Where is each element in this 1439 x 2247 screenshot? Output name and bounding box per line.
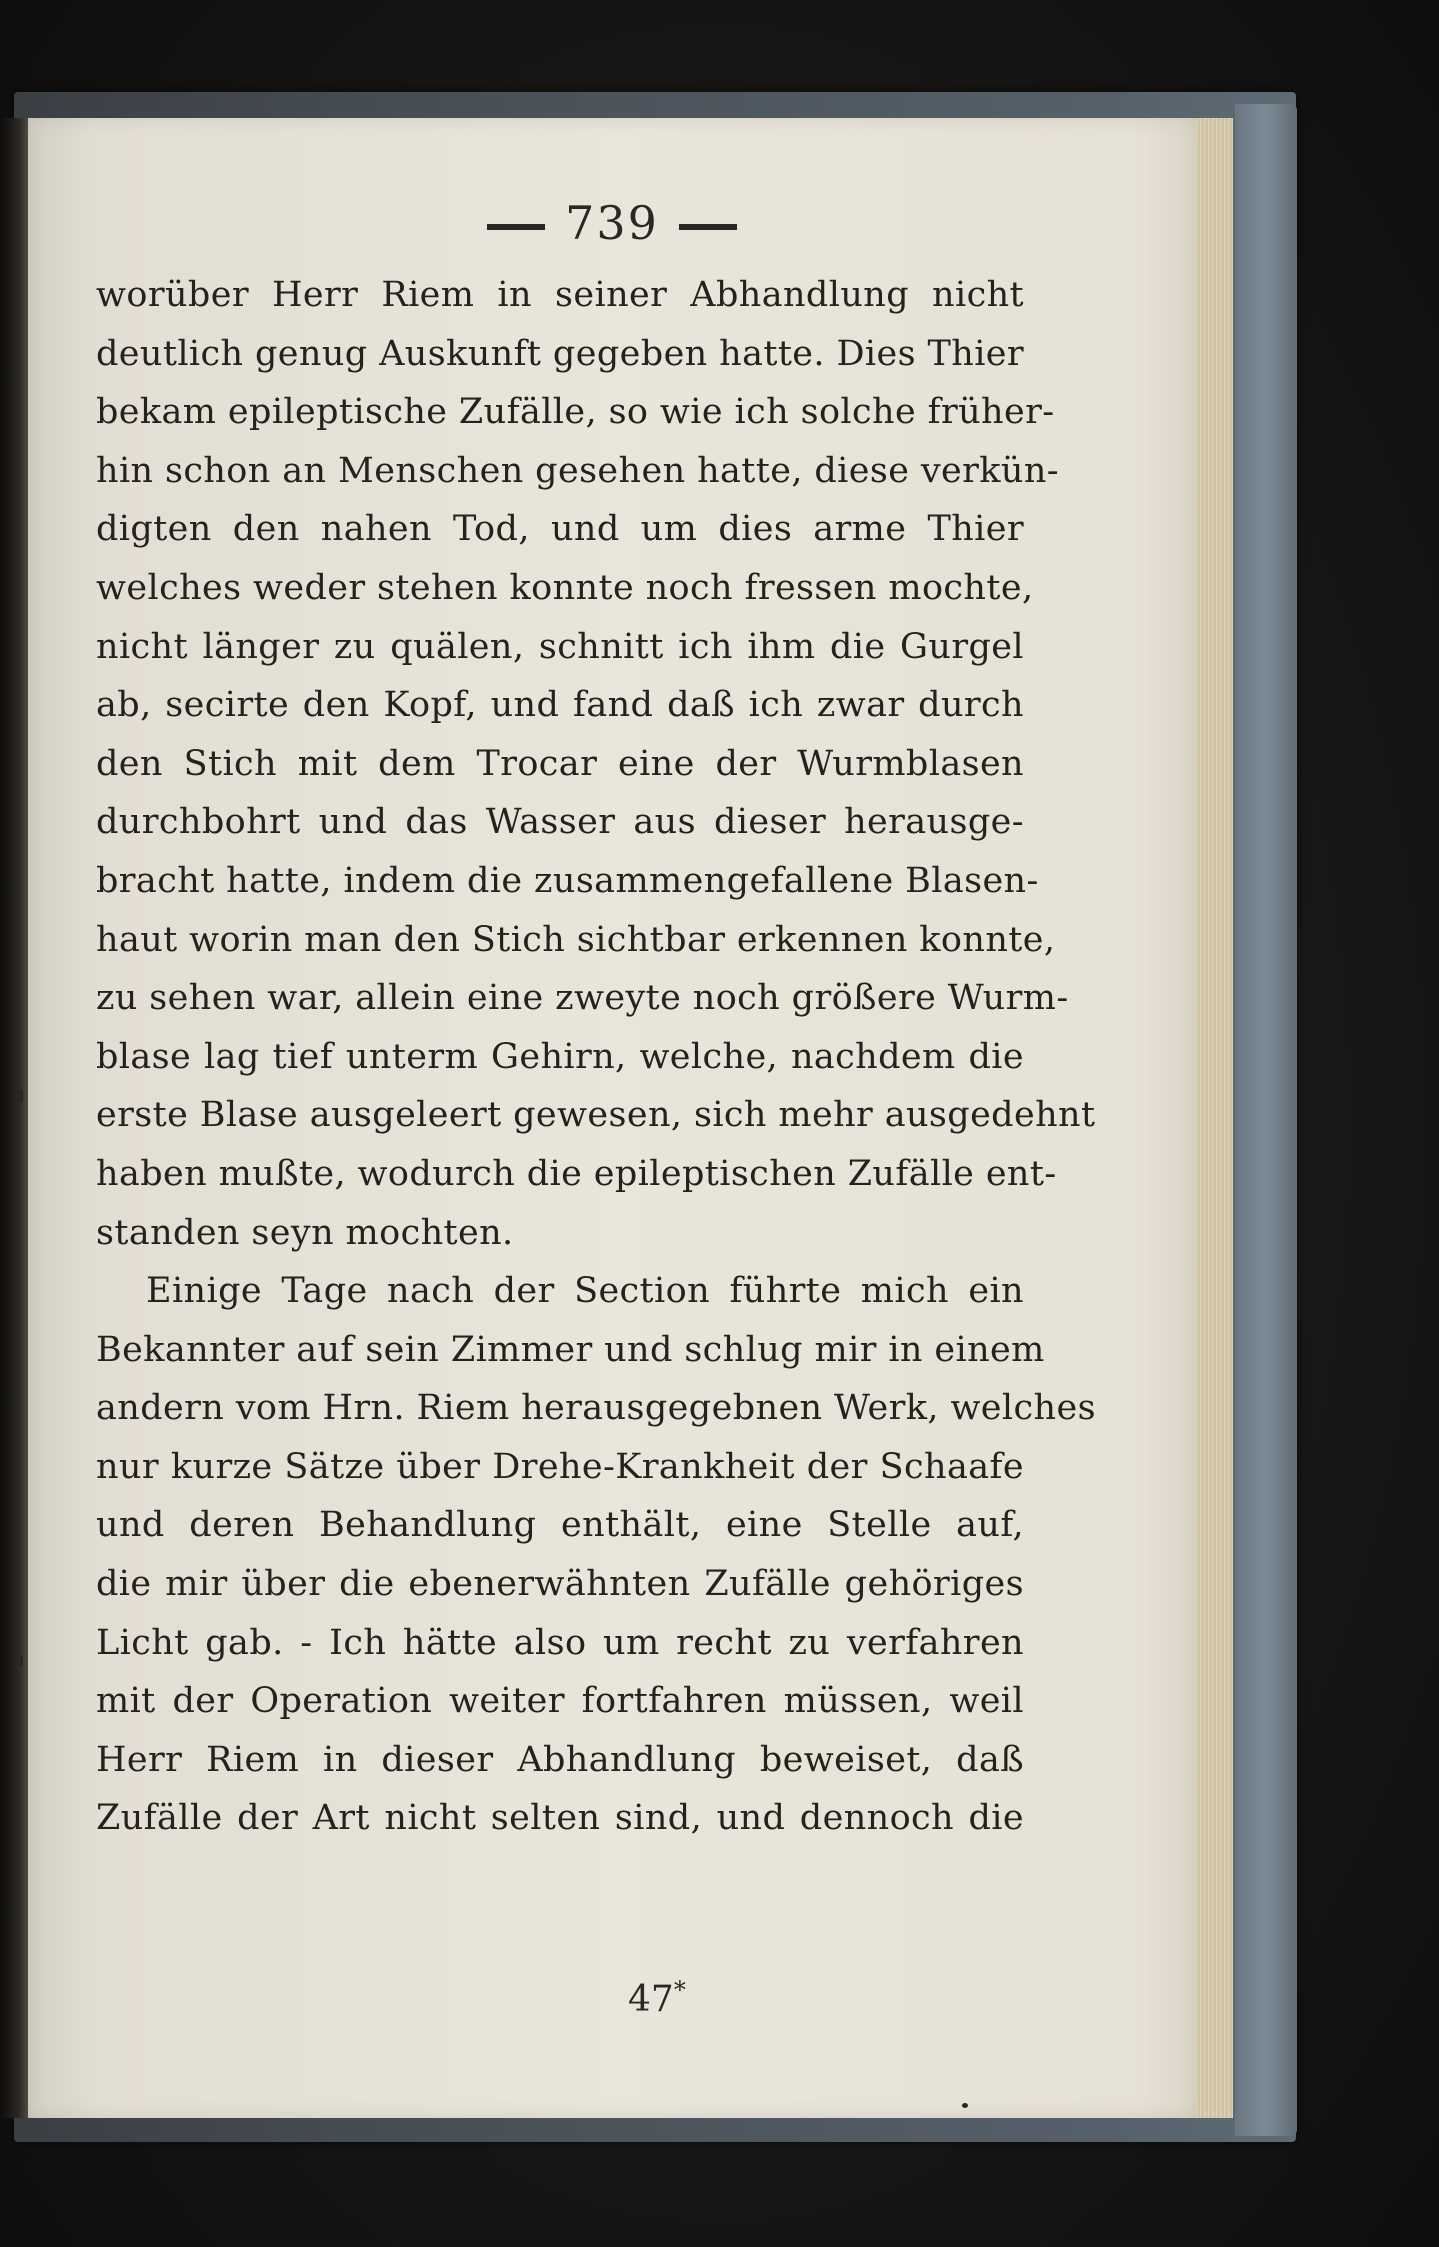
text-line: deutlich genug Auskunft gegeben hatte. Dies Thier (96, 333, 1025, 374)
paragraph-start-line: Einige Tage nach der Section führte mich ein (146, 1271, 1024, 1312)
text-line: blase lag tief unterm Gehirn, welche, nachdem die (96, 1036, 1024, 1077)
book-page (28, 118, 1196, 2118)
signature-mark (628, 1976, 686, 2020)
text-line: digten den nahen Tod, und um dies arme Thier (96, 509, 1024, 550)
text-line: erste Blase ausgeleert gewesen, sich mehr ausgedehnt (96, 1095, 1096, 1136)
text-line: Licht gab. - Ich hätte also um recht zu verfahren (96, 1622, 1024, 1663)
page-number: 739 (565, 196, 659, 250)
body-text (96, 266, 1096, 1848)
header-dash-right (679, 224, 737, 230)
signature-star: * (673, 1976, 686, 2004)
text-line: ab, secirte den Kopf, und fand daß ich zwar durch (96, 685, 1024, 726)
text-line: Bekannter auf sein Zimmer und schlug mir in einem (96, 1329, 1045, 1370)
text-line: haut worin man den Stich sichtbar erkennen konnte, (96, 919, 1056, 960)
scan-speck (962, 2103, 968, 2108)
text-line: andern vom Hrn. Riem herausgegebnen Werk, welches (96, 1388, 1096, 1429)
signature-number: 47 (628, 1979, 674, 2020)
header-dash-left (487, 224, 545, 230)
text-line: Herr Riem in dieser Abhandlung beweiset, daß (96, 1739, 1024, 1780)
text-line: bracht hatte, indem die zusammengefallene Blasen- (96, 860, 1039, 901)
scan-speck (18, 1090, 23, 1102)
scan-speck (18, 1655, 23, 1667)
text-line: Zufälle der Art nicht selten sind, und dennoch die (96, 1798, 1024, 1839)
page-header (28, 196, 1196, 250)
text-line: haben mußte, wodurch die epileptischen Zufälle ent- (96, 1153, 1057, 1194)
paragraph-end-line: standen seyn mochten. (96, 1212, 514, 1253)
text-line: die mir über die ebenerwähnten Zufälle gehöriges (96, 1564, 1024, 1605)
text-line: bekam epileptische Zufälle, so wie ich solche früher- (96, 392, 1055, 433)
text-line: hin schon an Menschen gesehen hatte, diese verkün- (96, 450, 1060, 491)
book-cover-edge (1235, 104, 1297, 2136)
text-line: nur kurze Sätze über Drehe-Krankheit der Schaafe (96, 1446, 1024, 1487)
text-line: zu sehen war, allein eine zweyte noch größere Wurm- (96, 978, 1069, 1019)
text-line: durchbohrt und das Wasser aus dieser herausge- (96, 802, 1024, 843)
book-binding-shadow (0, 118, 30, 2118)
text-line: und deren Behandlung enthält, eine Stelle auf, (96, 1505, 1024, 1546)
text-line: nicht länger zu quälen, schnitt ich ihm die Gurgel (96, 626, 1024, 667)
text-line: den Stich mit dem Trocar eine der Wurmblasen (96, 743, 1024, 784)
text-line: mit der Operation weiter fortfahren müssen, weil (96, 1681, 1024, 1722)
text-line: welches weder stehen konnte noch fressen mochte, (96, 567, 1034, 608)
page-edge-stack (1192, 118, 1233, 2118)
text-line: worüber Herr Riem in seiner Abhandlung nicht (96, 275, 1024, 315)
